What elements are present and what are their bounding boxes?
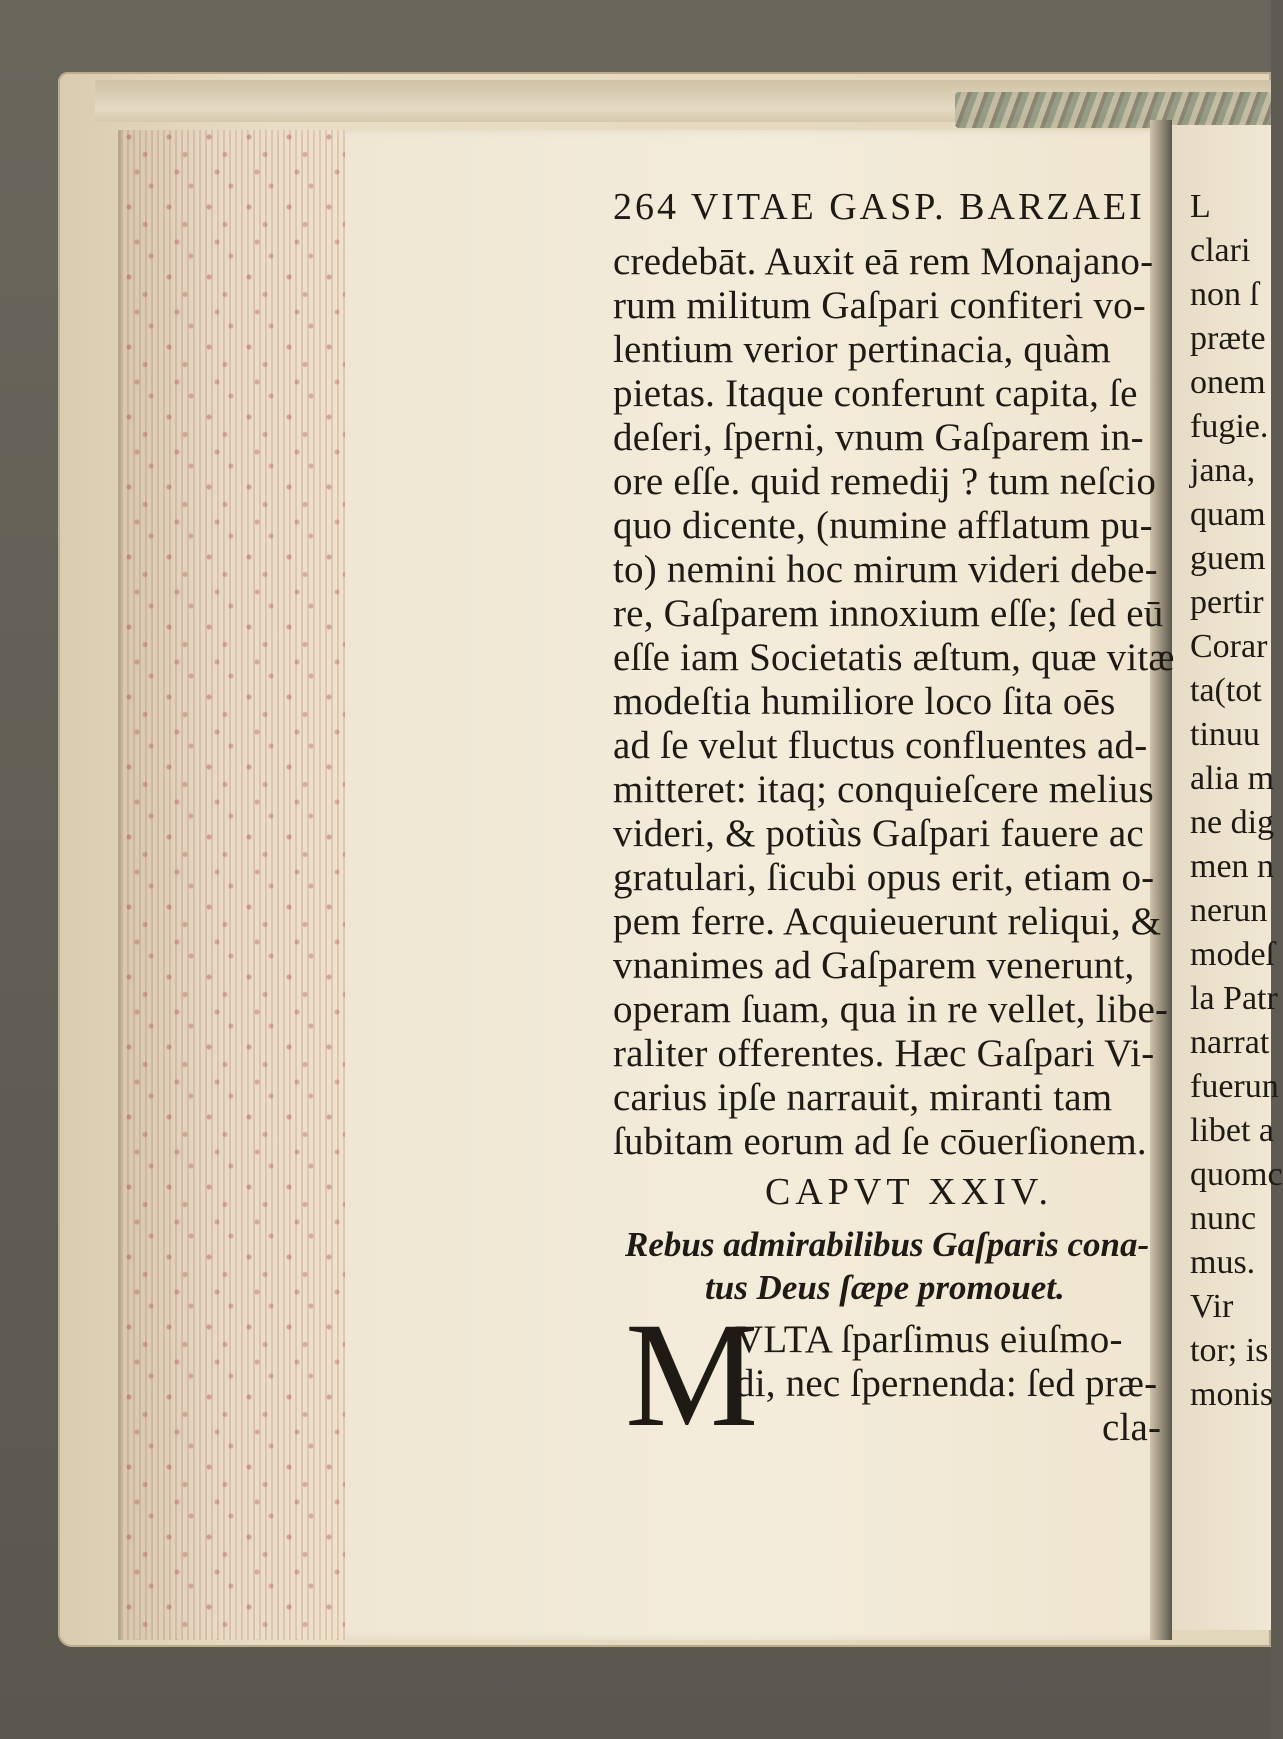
right-page-line: men n [1190, 848, 1275, 885]
text-line: credebāt. Auxit eā rem Monajano- [613, 240, 1154, 283]
right-page-line: quomc [1190, 1156, 1283, 1193]
text-line: pietas. Itaque conferunt capita, ſe [613, 372, 1138, 415]
headband [955, 92, 1271, 128]
page-fore-edge [118, 130, 361, 1640]
text-line: vnanimes ad Gaſparem venerunt, [613, 944, 1135, 987]
chapter-subtitle-line-1: Rebus admirabilibus Gaſparis cona- [625, 1225, 1150, 1264]
right-page-line: tinuu [1190, 716, 1260, 753]
right-page-line: narrat [1190, 1024, 1270, 1061]
right-page-line: Corar [1190, 628, 1268, 665]
catchword: cla- [1102, 1406, 1162, 1449]
text-line: gratulari, ſicubi opus erit, etiam o- [613, 856, 1155, 899]
text-line: eſſe iam Societatis æſtum, quæ vitæ [613, 636, 1175, 679]
right-page-line: clari [1190, 232, 1251, 269]
text-line: ore eſſe. quid remedij ? tum neſcio [613, 460, 1157, 503]
right-page-line: la Patr [1190, 980, 1278, 1017]
right-page-line: alia m [1190, 760, 1275, 797]
right-page-line: non ſ [1190, 276, 1259, 313]
right-page-line: pertir [1190, 584, 1264, 621]
text-line: quo dicente, (numine afflatum pu- [613, 504, 1153, 547]
text-line: ſubitam eorum ad ſe cōuerſionem. [613, 1120, 1147, 1163]
final-line-1: VLTA ſparſimus eiuſmo- [735, 1318, 1123, 1361]
right-page-line: guem [1190, 540, 1266, 577]
right-page-line: monis [1190, 1376, 1274, 1413]
text-line: mitteret: itaq; conquieſcere melius [613, 768, 1154, 811]
text-line: videri, & potiùs Gaſpari fauere ac [613, 812, 1144, 855]
text-line: deſeri, ſperni, vnum Gaſparem in- [613, 416, 1144, 459]
right-page-line: nerun [1190, 892, 1268, 929]
chapter-subtitle-line-2: tus Deus ſæpe promouet. [705, 1268, 1065, 1307]
right-page-line: mus. [1190, 1244, 1256, 1281]
text-line: operam ſuam, qua in re vellet, libe- [613, 988, 1169, 1031]
text-line: pem ferre. Acquieuerunt reliqui, & [613, 900, 1162, 943]
text-line: raliter offerentes. Hæc Gaſpari Vi- [613, 1032, 1155, 1075]
text-line: rum militum Gaſpari confiteri vo- [613, 284, 1146, 327]
right-page-line: L [1190, 188, 1211, 225]
text-line: to) nemini hoc mirum videri debe- [613, 548, 1158, 591]
right-page-line: quam [1190, 496, 1266, 533]
text-line: modeſtia humiliore loco ſita oēs [613, 680, 1116, 723]
text-line: lentium verior pertinacia, quàm [613, 328, 1111, 371]
final-line-2: di, nec ſpernenda: ſed præ- [735, 1362, 1158, 1405]
right-page-line: onem [1190, 364, 1266, 401]
chapter-heading: CAPVT XXIV. [765, 1171, 1053, 1213]
text-line: carius ipſe narrauit, miranti tam [613, 1076, 1113, 1119]
drop-capital: M [625, 1292, 759, 1458]
right-page-line: modeſ [1190, 936, 1275, 973]
right-page-line: fuerun [1190, 1068, 1279, 1105]
right-page-line: præte [1190, 320, 1266, 357]
running-head: 264 VITAE GASP. BARZAEI [613, 186, 1145, 228]
text-line: re, Gaſparem innoxium eſſe; ſed eū [613, 592, 1164, 635]
right-page-line: libet a [1190, 1112, 1275, 1149]
text-line: ad ſe velut fluctus confluentes ad- [613, 724, 1148, 767]
right-page-line: ta(tot [1190, 672, 1262, 709]
right-page-line: tor; is [1190, 1332, 1269, 1369]
right-page-line: Vir [1190, 1288, 1234, 1325]
right-page-line: nunc [1190, 1200, 1257, 1237]
right-page-line: ne dig [1190, 804, 1275, 841]
right-page-line: jana, [1190, 452, 1256, 489]
right-page-line: fugie. [1190, 408, 1269, 445]
